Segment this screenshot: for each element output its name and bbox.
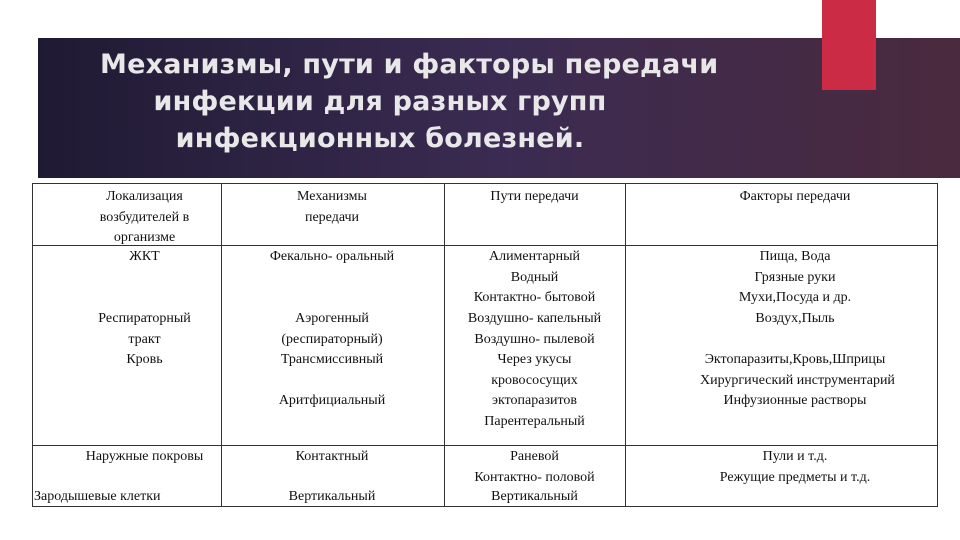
row-divider [32,445,938,446]
cell-mechanism-blood-artificial: Аритфициальный [278,393,386,408]
cell-localization-gkt: ЖКТ [129,249,160,264]
header-mechanism: Механизмы передачи [297,189,367,225]
slide-title [100,46,719,157]
header-routes: Пути передачи [490,189,579,204]
cell-routes-resp: Воздушно- капельный Воздушно- пылевой [467,311,602,347]
cell-routes-germ: Вертикальный [491,489,578,504]
header-localization: Локализация возбудителей в организме [99,189,190,245]
cell-mechanism-blood: Трансмиссивный [280,352,384,367]
cell-factors-gkt: Пища, Вода Грязные руки Мухи,Посуда и др. [738,249,852,305]
cell-factors-resp: Воздух,Пыль [755,311,835,326]
cell-mechanism-resp: Аэрогенный (респираторный) [281,311,383,347]
title-line: инфекции для разных групп [153,86,607,117]
cell-mechanism-skin: Контактный [295,449,369,464]
cell-localization-resp: Респираторный тракт [98,311,191,347]
cell-mechanism-gkt: Фекально- оральный [269,249,395,264]
header-factors: Факторы передачи [739,189,851,204]
cell-factors-blood: Эктопаразиты,Кровь,Шприцы Хирургический инструментарий Инфузионные растворы [700,352,895,408]
cell-localization-blood: Кровь [126,352,163,367]
cell-factors-skin: Пули и т.д. Режущие предметы и т.д. [719,449,871,485]
cell-localization-germ: Зародышевые клетки [34,489,161,504]
title-line: Механизмы, пути и факторы передачи [100,49,719,80]
cell-routes-gkt: Алиментарный Водный Контактно- бытовой [473,249,596,305]
accent-bar [822,0,876,90]
title-line: инфекционных болезней. [175,123,585,154]
cell-routes-blood: Через укусы кровососущих эктопаразитов Парентеральный [484,352,585,429]
column-divider [625,183,626,507]
cell-routes-skin: Раневой Контактно- половой [474,449,595,485]
cell-mechanism-germ: Вертикальный [288,489,376,504]
cell-localization-skin: Наружные покровы [85,449,204,464]
